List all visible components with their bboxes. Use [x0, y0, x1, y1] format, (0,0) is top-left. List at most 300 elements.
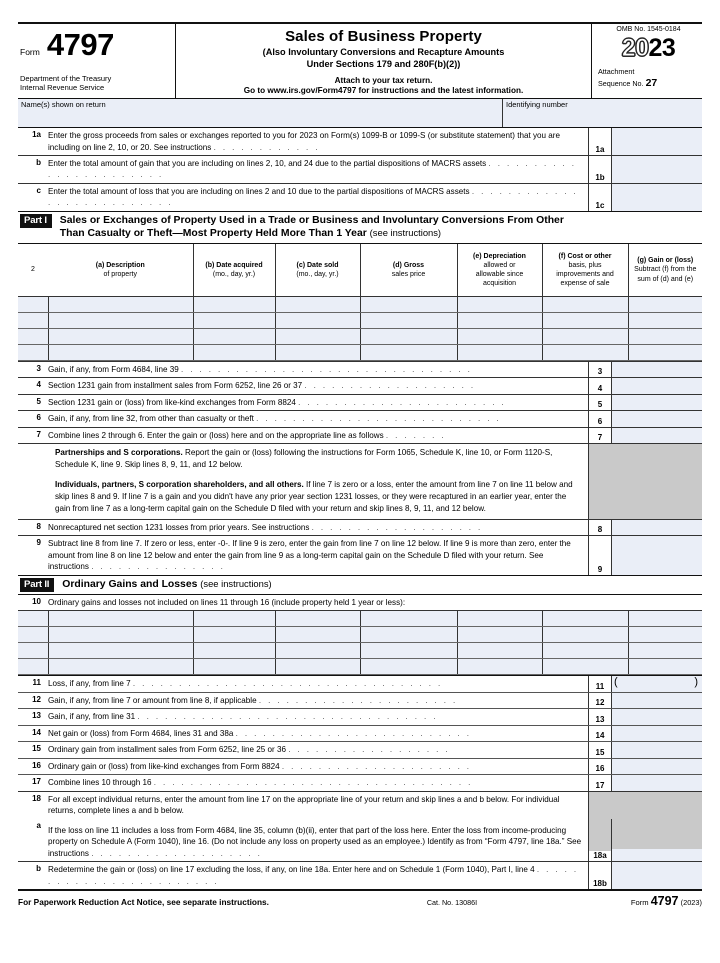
cell-g[interactable] — [628, 328, 702, 344]
leader-dots: . . . . . . . . . . . . . . . . . . . . . . . . . . — [235, 728, 472, 738]
column-sub-e-2: acquisition — [482, 280, 517, 288]
leader-dots: . . . . . . . . . . . . . . . . . . . . . . . . — [48, 865, 579, 886]
column-letter-a: (a) — [95, 261, 105, 269]
line-row-13 — [18, 709, 702, 725]
cell-a[interactable] — [48, 611, 193, 627]
column-header-c — [275, 244, 360, 297]
line-number-1c: c — [36, 185, 41, 195]
cell-d[interactable] — [360, 328, 457, 344]
cell-rownum — [18, 296, 48, 312]
line-text-7 — [48, 428, 588, 443]
name-identifying-row — [18, 99, 702, 128]
cell-rownum — [18, 627, 48, 643]
leader-dots: . . . . . . . . . . . . . . . . . . . . . . . . . . . . . . . . — [181, 364, 473, 374]
line-row-18a — [18, 819, 702, 862]
column-title-f: Cost or other — [567, 252, 612, 260]
cell-b[interactable] — [193, 344, 275, 360]
paragraph-individuals-heading: Individuals, partners, S corporation shareholders, and all others. — [55, 480, 304, 490]
cell-rownum — [18, 643, 48, 659]
subtitle-line-1: (Also Involuntary Conversions and Recapture Amounts — [262, 47, 505, 57]
name-field-cell[interactable] — [18, 99, 503, 127]
cell-f[interactable] — [542, 611, 628, 627]
cell-a[interactable] — [48, 328, 193, 344]
column-sub-b-0: (mo., day, yr.) — [212, 270, 256, 278]
line-row-16 — [18, 759, 702, 775]
line-text-9 — [48, 536, 588, 574]
line-text-6 — [48, 411, 588, 426]
line-value-7[interactable] — [612, 428, 702, 443]
line-number-9: 9 — [36, 538, 41, 548]
line-number-15: 15 — [32, 744, 41, 754]
line-text-7-content: Combine lines 2 through 6. Enter the gain or (loss) here and on the appropriate line as follows — [48, 430, 384, 440]
line-number-14: 14 — [32, 727, 41, 737]
line-box-label-1a: 1a — [588, 128, 612, 155]
omb-number: OMB No. 1545-0184 — [616, 26, 681, 33]
line-value-1c[interactable] — [612, 184, 702, 211]
line-row-9 — [18, 536, 702, 574]
subtitle-line-2: Under Sections 179 and 280F(b)(2)) — [306, 58, 461, 69]
attachment-sequence — [598, 67, 699, 90]
part-1-title-line-1: Sales or Exchanges of Property Used in a Trade or Business and Involuntary Conversions From Other — [59, 214, 564, 226]
line-number-10: 10 — [32, 596, 41, 606]
leader-dots: . . . . . . . . . . . . . . . . . . . . . . . — [298, 397, 507, 407]
paragraph-individuals — [55, 479, 582, 515]
line-row-17 — [18, 775, 702, 790]
line-row-6 — [18, 411, 702, 427]
part-2-see-instructions: (see instructions) — [200, 577, 272, 589]
line-row-15 — [18, 742, 702, 758]
line-box-label-18b: 18b — [588, 862, 612, 889]
tax-year-prefix: 20 — [621, 34, 649, 62]
part-1-title — [60, 214, 702, 241]
line-box-label-8: 8 — [588, 520, 612, 535]
part-1-row-number: 2 — [18, 244, 48, 297]
cell-c[interactable] — [275, 312, 360, 328]
instruction-paragraphs — [18, 444, 588, 518]
line-number-11: 11 — [32, 678, 41, 688]
header-left-block — [18, 24, 176, 98]
tax-year-suffix: 23 — [648, 34, 676, 62]
column-title-g: Gain or (loss) — [648, 257, 694, 265]
line-value-4[interactable] — [612, 378, 702, 393]
line-text-5 — [48, 395, 588, 410]
line-number-1b: b — [36, 158, 41, 167]
column-sub-e-1: allowable since — [475, 270, 524, 278]
line-value-9[interactable] — [612, 536, 702, 574]
form-number: 4797 — [46, 27, 114, 62]
column-sub-a-0: of property — [103, 270, 137, 278]
column-sub-g-0: Subtract (f) from the — [634, 266, 697, 274]
line-row-14 — [18, 726, 702, 742]
footer-form-number: 4797 — [650, 894, 679, 909]
line-text-9-content: Subtract line 8 from line 7. If zero or less, enter -0-. If line 9 is zero, enter the gain from line 7 on line 12 below. If line 9 is more than zero, enter the amount from line 8 on line 12 below and enter the gain from line 9 as a long-term capital gain on the Schedule D filed with your return. See instructions — [48, 539, 571, 572]
line-text-11-content: Loss, if any, from line 7 — [48, 679, 131, 689]
line-value-15[interactable] — [612, 742, 702, 757]
cell-c[interactable] — [275, 659, 360, 675]
cell-d[interactable] — [360, 296, 457, 312]
column-sub-g-1: sum of (d) and (e) — [637, 275, 694, 283]
cell-c[interactable] — [275, 296, 360, 312]
footer-form-word: Form — [630, 898, 649, 908]
leader-dots: . . . . . . . — [385, 430, 446, 440]
cell-g[interactable] — [628, 296, 702, 312]
line-number-4: 4 — [36, 380, 41, 390]
cell-b[interactable] — [193, 659, 275, 675]
part-2-header — [18, 575, 702, 595]
cell-f[interactable] — [542, 312, 628, 328]
line-value-5[interactable] — [612, 395, 702, 410]
department-line-2: Internal Revenue Service — [20, 83, 105, 93]
line-text-8-content: Nonrecaptured net section 1231 losses from prior years. See instructions — [48, 522, 310, 532]
line-value-14[interactable] — [612, 726, 702, 741]
line-box-label-13: 13 — [588, 709, 612, 724]
cell-g[interactable] — [628, 643, 702, 659]
part-1-title-line-2: Than Casualty or Theft—Most Property Held More Than 1 Year — [59, 228, 367, 240]
cell-d[interactable] — [360, 643, 457, 659]
line-text-12 — [48, 693, 588, 708]
line-number-6: 6 — [36, 413, 41, 423]
line-text-18a-content: If the loss on line 11 includes a loss from Form 4684, line 35, column (b)(ii), enter that part of the loss here. Enter the loss from income-producing property on Schedule A (Form 1040), line 16. (Do not include any loss on property used as an employee.) Identify as from “Form 4797, line 18a.” See instructions — [48, 825, 582, 858]
cell-d[interactable] — [360, 611, 457, 627]
cell-c[interactable] — [275, 643, 360, 659]
line-text-1a — [48, 128, 588, 155]
part-1-badge: Part I — [20, 214, 52, 228]
line-value-1a[interactable] — [612, 128, 702, 155]
line-text-10: Ordinary gains and losses not included on lines 11 through 16 (include property held 1 year or less): — [48, 597, 406, 607]
line-text-5-content: Section 1231 gain or (loss) from like-kind exchanges from Form 8824 — [48, 397, 296, 407]
department-line-1: Department of the Treasury — [20, 74, 112, 83]
line-18-blocked-number — [588, 792, 612, 819]
line-box-label-17: 17 — [588, 775, 612, 790]
line-18a-box-label: 18a — [593, 851, 607, 861]
line-value-18a[interactable] — [612, 849, 702, 861]
column-sub-f-2: expense of sale — [560, 280, 610, 288]
line-text-17 — [48, 775, 588, 790]
cell-a[interactable] — [48, 344, 193, 360]
column-header-a — [48, 244, 193, 297]
cell-b[interactable] — [193, 643, 275, 659]
cell-c[interactable] — [275, 328, 360, 344]
leader-dots: . . . . . . . . . . . . . . . . . . . . . . . — [48, 159, 577, 180]
line-row-3 — [18, 362, 702, 378]
leader-dots: . . . . . . . . . . . . . . . . . . . — [91, 848, 263, 858]
line-box-label-7: 7 — [588, 428, 612, 443]
line-row-4 — [18, 378, 702, 394]
line-row-18 — [18, 792, 702, 819]
paperwork-notice: For Paperwork Reduction Act Notice, see separate instructions. — [18, 897, 269, 908]
cell-f[interactable] — [542, 296, 628, 312]
line-18-group — [18, 791, 702, 889]
column-title-c: Date sold — [307, 261, 339, 269]
line-value-18b[interactable] — [612, 862, 702, 889]
line-text-1c-content: Enter the total amount of loss that you are including on lines 2 and 10 due to the partial dispositions of MACRS assets — [48, 186, 470, 196]
cell-a[interactable] — [48, 643, 193, 659]
paragraph-individuals-text: If line 7 is zero or a loss, enter the amount from line 7 on line 11 below and skip lines 8 and 9. If line 7 is a gain and you didn't have any prior year section 1231 losses, or they were recaptured in an earlier year, enter the gain from line 7 as a long-term capital gain on the Schedule D filed with your return and skip lines 8, 9, 11, and 12 below. — [55, 480, 573, 513]
cell-b[interactable] — [193, 627, 275, 643]
instruction-paragraph-block — [18, 443, 702, 518]
blocked-cell-region — [588, 444, 702, 518]
page-subtitle — [180, 47, 587, 71]
line-value-16[interactable] — [612, 759, 702, 774]
line-value-13[interactable] — [612, 709, 702, 724]
attach-note: Attach to your tax return. — [334, 75, 433, 85]
column-letter-b: (b) — [205, 261, 215, 269]
cell-a[interactable] — [48, 659, 193, 675]
line-row-1b — [18, 156, 702, 184]
column-sub-f-0: basis, plus — [568, 261, 602, 269]
footer-form-year: (2023) — [680, 898, 702, 908]
line-number-12: 12 — [32, 694, 41, 704]
line-text-1b — [48, 156, 588, 183]
cell-rownum — [18, 659, 48, 675]
line-value-8[interactable] — [612, 520, 702, 535]
line-row-10 — [18, 595, 702, 610]
tax-year — [598, 35, 699, 61]
line-text-16-content: Ordinary gain or (loss) from like-kind exchanges from Form 8824 — [48, 761, 280, 771]
table-row — [18, 643, 702, 659]
line-value-3[interactable] — [612, 362, 702, 377]
catalog-number: Cat. No. 13086I — [426, 898, 478, 908]
line-box-label-11: 11 — [588, 676, 612, 691]
part-1-see-instructions: (see instructions) — [369, 227, 442, 239]
line-row-18b — [18, 862, 702, 889]
cell-a[interactable] — [48, 296, 193, 312]
lines-3-7-group — [18, 361, 702, 443]
column-letter-g: (g) — [637, 257, 647, 265]
line-18-blocked-value — [612, 792, 702, 819]
line-number-17: 17 — [32, 777, 41, 787]
leader-dots: . . . . . . . . . . . . . . . . . . . . . . . . . . . . . . . . . . — [132, 679, 443, 689]
form-word-label: Form — [20, 47, 40, 57]
lines-8-9-group — [18, 519, 702, 575]
leader-dots: . . . . . . . . . . . . . . . . . . . . . . . . . . — [48, 186, 579, 208]
line-value-17[interactable] — [612, 775, 702, 790]
column-sub-d-0: sales price — [391, 270, 426, 278]
cell-d[interactable] — [360, 312, 457, 328]
cell-f[interactable] — [542, 328, 628, 344]
line-number-16: 16 — [32, 760, 41, 770]
cell-d[interactable] — [360, 627, 457, 643]
cell-b[interactable] — [193, 611, 275, 627]
cell-a[interactable] — [48, 312, 193, 328]
line-text-13-content: Gain, if any, from line 31 — [48, 712, 136, 722]
line-box-label-1b: 1b — [588, 156, 612, 183]
attachment-label-2: Sequence No. — [598, 78, 644, 88]
line-value-1b[interactable] — [612, 156, 702, 183]
table-row — [18, 344, 702, 360]
part-2-title-text: Ordinary Gains and Losses — [62, 578, 198, 590]
cell-rownum — [18, 312, 48, 328]
cell-e[interactable] — [457, 627, 542, 643]
part-1-body — [18, 296, 702, 360]
line-box-label-5: 5 — [588, 395, 612, 410]
line-value-11[interactable] — [612, 676, 702, 691]
line-value-6[interactable] — [612, 411, 702, 426]
part-2-table — [18, 610, 702, 675]
cell-d[interactable] — [360, 344, 457, 360]
column-header-e — [457, 244, 542, 297]
line-letter-18a: a — [36, 820, 41, 830]
column-header-d — [360, 244, 457, 297]
part-2-body — [18, 611, 702, 675]
line-text-3 — [48, 362, 588, 377]
table-row — [18, 611, 702, 627]
cell-e[interactable] — [457, 328, 542, 344]
cell-c[interactable] — [275, 344, 360, 360]
cell-g[interactable] — [628, 659, 702, 675]
line-text-18b-content: Redetermine the gain or (loss) on line 17 excluding the loss, if any, on line 18a. Enter here and on Schedule 1 (Form 1040), Part I, line 4 — [48, 865, 535, 875]
line-18a-box-wrapper — [588, 819, 612, 861]
line-box-label-4: 4 — [588, 378, 612, 393]
line-box-label-9: 9 — [588, 536, 612, 574]
line-number-8: 8 — [36, 521, 41, 531]
line-text-15-content: Ordinary gain from installment sales from Form 6252, line 25 or 36 — [48, 745, 286, 755]
cell-f[interactable] — [542, 627, 628, 643]
cell-e[interactable] — [457, 611, 542, 627]
line-text-4 — [48, 378, 588, 393]
part-2-badge: Part II — [20, 578, 54, 592]
table-row — [18, 659, 702, 675]
cell-b[interactable] — [193, 296, 275, 312]
leader-dots: . . . . . . . . . . . . . . . . . . . . . . — [258, 695, 458, 705]
line-18a-value-wrapper — [612, 819, 702, 861]
part-1-header-row — [18, 244, 702, 297]
cell-e[interactable] — [457, 643, 542, 659]
leader-dots: . . . . . . . . . . . . . . . . . . . . . . . . . . . — [256, 414, 502, 424]
cell-e[interactable] — [457, 296, 542, 312]
line-text-17-content: Combine lines 10 through 16 — [48, 778, 152, 788]
cell-b[interactable] — [193, 328, 275, 344]
column-sub-f-1: improvements and — [556, 270, 614, 278]
identifying-number-cell[interactable] — [503, 99, 702, 127]
line-row-1a — [18, 128, 702, 156]
line-text-18a — [48, 819, 588, 861]
leader-dots: . . . . . . . . . . . . . . . . . . . — [311, 522, 483, 532]
cell-rownum — [18, 344, 48, 360]
lines-11-17-group — [18, 675, 702, 790]
column-title-a: Description — [106, 261, 145, 269]
line-row-5 — [18, 395, 702, 411]
cell-g[interactable] — [628, 344, 702, 360]
table-row — [18, 328, 702, 344]
form-header — [18, 22, 702, 99]
header-title-block — [176, 24, 592, 98]
column-letter-d: (d) — [392, 261, 402, 269]
cell-f[interactable] — [542, 344, 628, 360]
line-number-18: 18 — [32, 793, 41, 803]
attachment-sequence-number: 27 — [645, 76, 658, 89]
line-number-1a: 1a — [32, 130, 41, 140]
form-footer — [18, 889, 702, 908]
line-text-4-content: Section 1231 gain from installment sales from Form 6252, line 26 or 37 — [48, 381, 303, 391]
paren-wrapper — [612, 676, 702, 691]
leader-dots: . . . . . . . . . . . . . . . . . . . — [304, 381, 476, 391]
leader-dots: . . . . . . . . . . . . . . . — [91, 562, 226, 572]
leader-dots: . . . . . . . . . . . . . . . . . . — [288, 745, 451, 755]
column-letter-f: (f) — [558, 252, 566, 260]
line-text-3-content: Gain, if any, from Form 4684, line 39 — [48, 364, 179, 374]
cell-c[interactable] — [275, 611, 360, 627]
leader-dots: . . . . . . . . . . . . . . . . . . . . . — [281, 761, 472, 771]
line-text-15 — [48, 742, 588, 757]
line-18a-upper-block — [589, 819, 611, 851]
cell-rownum — [18, 328, 48, 344]
cell-g[interactable] — [628, 312, 702, 328]
column-title-b: Date acquired — [216, 261, 263, 269]
cell-g[interactable] — [628, 611, 702, 627]
cell-e[interactable] — [457, 312, 542, 328]
page-title: Sales of Business Property — [285, 28, 482, 45]
line-text-1c — [48, 184, 588, 211]
table-row — [18, 312, 702, 328]
paren-left: ( — [614, 676, 618, 689]
line-box-label-15: 15 — [588, 742, 612, 757]
line-text-1b-content: Enter the total amount of gain that you are including on lines 2, 10, and 24 due to the partial dispositions of MACRS assets — [48, 159, 487, 168]
cell-a[interactable] — [48, 627, 193, 643]
line-number-3: 3 — [36, 363, 41, 373]
cell-f[interactable] — [542, 643, 628, 659]
line-letter-18b: b — [36, 864, 41, 874]
cell-rownum — [18, 611, 48, 627]
line-text-13 — [48, 709, 588, 724]
column-header-b — [193, 244, 275, 297]
cell-b[interactable] — [193, 312, 275, 328]
cell-g[interactable] — [628, 627, 702, 643]
line-value-12[interactable] — [612, 693, 702, 708]
paragraph-partnerships — [55, 447, 582, 471]
footer-form-id — [552, 894, 702, 908]
paragraph-partnerships-text: Report the gain or (loss) following the instructions for Form 1065, Schedule K, line 10, or Form 1120-S, Schedule K, line 9. Skip lines 8, 9, 11, and 12 below. — [55, 448, 553, 470]
line-row-8 — [18, 520, 702, 536]
cell-c[interactable] — [275, 627, 360, 643]
line-box-label-3: 3 — [588, 362, 612, 377]
cell-e[interactable] — [457, 659, 542, 675]
line-text-11 — [48, 676, 588, 691]
goto-url-note: Go to www.irs.gov/Form4797 for instructions and the latest information. — [243, 86, 524, 96]
line-18a-upper-blocked — [612, 819, 702, 849]
line-row-11 — [18, 676, 702, 692]
cell-e[interactable] — [457, 344, 542, 360]
column-letter-c: (c) — [296, 261, 306, 269]
part-1-header — [18, 211, 702, 244]
line-text-14-content: Net gain or (loss) from Form 4684, lines 31 and 38a — [48, 728, 234, 738]
department-block — [20, 74, 171, 93]
line-box-label-6: 6 — [588, 411, 612, 426]
header-right-block — [592, 24, 702, 98]
column-letter-e: (e) — [473, 252, 482, 260]
line-text-1a-content: Enter the gross proceeds from sales or exchanges reported to you for 2023 on Form(s) 1099-B or 1099-S (or substitute statement) that you are including on line 2, 10, or 20. See instructions — [48, 131, 560, 152]
line-row-7 — [18, 428, 702, 443]
cell-f[interactable] — [542, 659, 628, 675]
cell-d[interactable] — [360, 659, 457, 675]
line-row-12 — [18, 693, 702, 709]
part-2-title — [62, 578, 702, 592]
line-box-label-12: 12 — [588, 693, 612, 708]
column-title-d: Gross — [403, 261, 425, 269]
leader-dots: . . . . . . . . . . . . — [213, 142, 320, 152]
line-text-18b — [48, 862, 588, 889]
line-box-label-14: 14 — [588, 726, 612, 741]
line-text-8 — [48, 520, 588, 535]
line-text-12-content: Gain, if any, from line 7 or amount from line 8, if applicable — [48, 695, 257, 705]
line-text-18: For all except individual returns, enter the amount from line 17 on the appropriate line of your return and skip lines a and b below. For individual returns, complete lines a and b below. — [48, 794, 560, 816]
paragraph-partnerships-heading: Partnerships and S corporations. — [55, 448, 183, 458]
line-row-1c — [18, 184, 702, 211]
lines-1-group — [18, 128, 702, 211]
form-sheet — [18, 22, 702, 908]
line-number-13: 13 — [32, 711, 41, 721]
column-sub-e-0: allowed or — [483, 261, 516, 269]
